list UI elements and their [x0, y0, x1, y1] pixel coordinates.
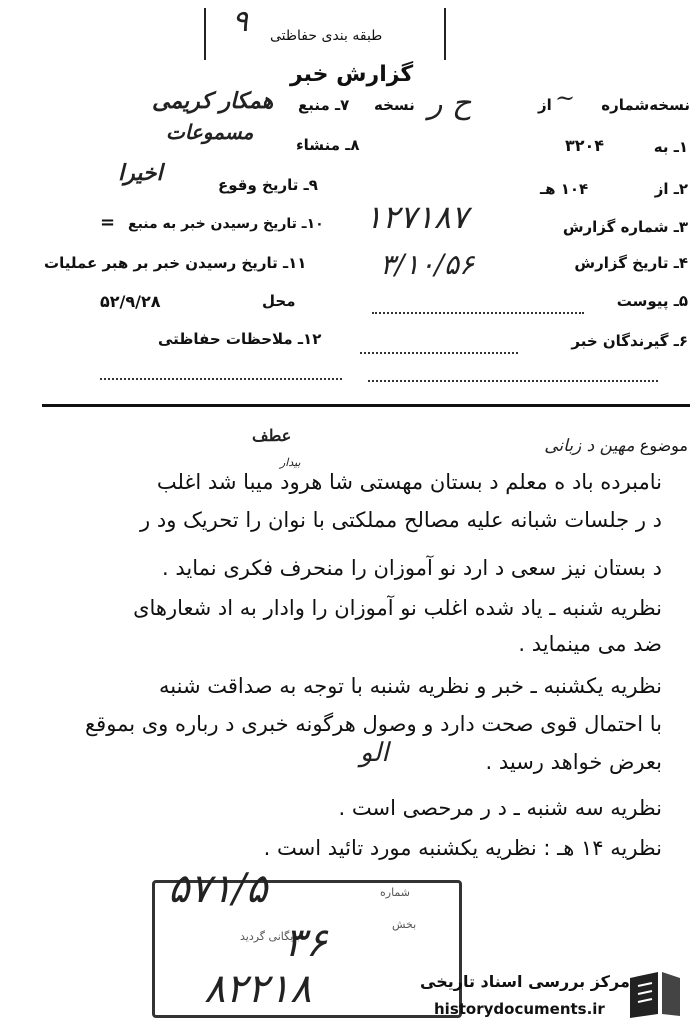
body-line-4: نظریه شنبه ـ یاد شده اغلب نو آموزان را وادار به اد شعارهای — [133, 596, 662, 620]
field-to-value: ۳۲۰۴ — [565, 136, 605, 155]
stamp-number-1: ۵۷۱/۵ — [168, 866, 268, 912]
page-title: گزارش خبر — [290, 62, 414, 87]
field-source-receipt-date-label: ۱۰ـ تاریخ رسیدن خبر به منبع — [128, 216, 324, 232]
subject-line — [544, 436, 688, 456]
classification-label: طبقه بندی حفاظتی — [270, 28, 383, 44]
field-attachment-line — [372, 312, 584, 314]
field-origin-value: مسموعات — [166, 120, 254, 144]
stamp-number-2: ۳۶ — [284, 920, 327, 966]
section-divider — [42, 404, 690, 407]
field-report-number-label: ۳ـ شماره گزارش — [562, 218, 688, 236]
subject-note-small: بیدار — [280, 456, 301, 469]
handwritten-mark: الو — [360, 738, 389, 768]
body-line-10: نظریه ۱۴ هـ : نظریه یکشنبه مورد تائید است . — [263, 836, 662, 860]
corner-handwritten-number: ۹ — [232, 4, 249, 39]
field-from-value: ۱۰۴ هـ — [540, 180, 589, 198]
field-occurrence-date-value: اخیرا — [118, 160, 163, 186]
field-ops-receipt-date-label: ۱۱ـ تاریخ رسیدن خبر بر هبر عملیات — [44, 254, 307, 272]
body-line-5: ضد می مینماید . — [518, 632, 662, 656]
field-source-label: ۷ـ منبع — [298, 96, 350, 114]
field-occurrence-date-label: ۹ـ تاریخ وقوع — [218, 176, 318, 194]
field-source-value: همکار کریمی — [152, 88, 274, 114]
field-copy-number: نسخه‌شماره — [601, 96, 690, 114]
field-to-label: ۱ـ به — [653, 138, 688, 156]
watermark-title: مرکز بررسی اسناد تاریخی — [420, 972, 630, 991]
field-report-date-value: ۳/۱۰/۵۶ — [380, 248, 475, 281]
field-recipients-label: ۶ـ گیرندگان خبر — [571, 332, 688, 350]
stamp-line-2: بخش — [392, 918, 417, 931]
body-line-2: د ر جلسات شبانه علیه مصالح مملکتی با نوان را تحریک ود ر — [140, 508, 662, 532]
body-line-3: د بستان نیز سعی د ارد نو آموزان را منحرف فکری نماید . — [162, 556, 662, 580]
body-line-1: نامبرده باد ه معلم د بستان مهستی شا هرود میبا شد اغلب — [156, 470, 662, 494]
field-copy-end-label: نسخه — [374, 96, 415, 114]
field-origin-label: ۸ـ منشاء — [296, 136, 360, 154]
field-recipients-line — [360, 352, 518, 354]
body-line-9: نظریه سه شنبه ـ د ر مرحصی است . — [338, 796, 662, 820]
subject-value: مهین د زبانی — [544, 436, 635, 456]
field-from-label: ۲ـ از — [654, 180, 688, 198]
subject-note-above: عطف — [252, 426, 292, 445]
body-line-8: بعرض خواهد رسید . — [485, 750, 662, 774]
body-line-7: با احتمال قوی صحت دارد و وصول هرگونه خبری د رباره وی بموقع — [85, 712, 662, 736]
field-report-number-value: ۱۲۷۱۸۷ — [365, 198, 469, 236]
field-recipients-line-2 — [368, 380, 658, 382]
subject-label: موضوع — [639, 436, 688, 455]
watermark-url: historydocuments.ir — [434, 1000, 605, 1018]
field-place-label: محل — [262, 292, 296, 310]
body-line-6: نظریه یکشنبه ـ خبر و نظریه شنبه با توجه به صداقت شنبه — [159, 674, 662, 698]
field-security-notes-label: ۱۲ـ ملاحظات حفاظتی — [158, 330, 322, 348]
archive-logo-icon — [624, 968, 684, 1022]
field-place-value: ۵۲/۹/۲۸ — [100, 292, 161, 311]
field-source-receipt-date-value: = — [100, 212, 116, 233]
stamp-line-3: بایگانی گردید — [240, 930, 300, 943]
stamp-number-3: ۸۲۲۱۸ — [204, 966, 312, 1012]
field-copy-of-label: از — [538, 96, 552, 114]
stamp-line-1: شماره — [380, 886, 411, 899]
field-security-notes-line — [100, 378, 342, 380]
field-report-date-label: ۴ـ تاریخ گزارش — [574, 254, 688, 272]
handwritten-copy-mark-2: ~ — [555, 84, 576, 112]
handwritten-copy-mark: ح ر — [428, 86, 472, 121]
field-attachment-label: ۵ـ پیوست — [616, 292, 688, 310]
